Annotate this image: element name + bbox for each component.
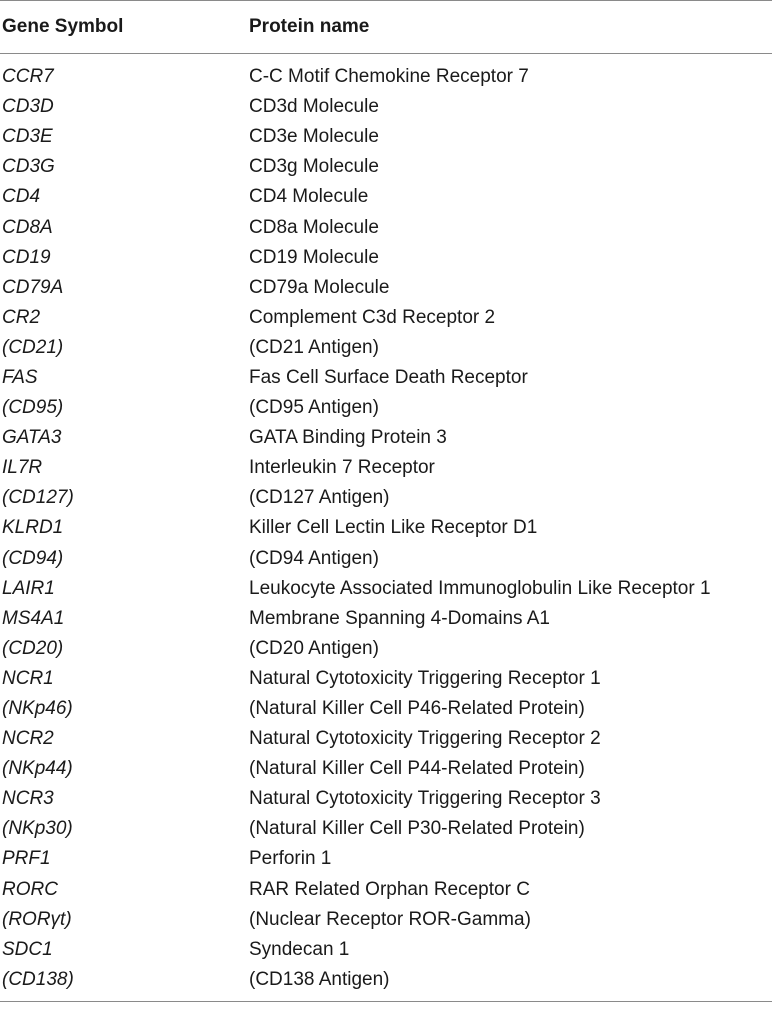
protein-name-cell: (CD20 Antigen): [249, 637, 379, 659]
gene-symbol-cell: CD4: [2, 186, 41, 208]
table-row: [0, 62, 772, 92]
protein-name-cell: Natural Cytotoxicity Triggering Receptor 1: [249, 667, 601, 689]
protein-name-cell: CD4 Molecule: [249, 186, 369, 208]
protein-name-cell: CD19 Molecule: [249, 246, 379, 268]
protein-name-cell: CD3d Molecule: [249, 96, 379, 118]
gene-symbol-cell: (CD21): [2, 336, 64, 358]
protein-name-cell: Natural Cytotoxicity Triggering Receptor 2: [249, 728, 601, 750]
gene-symbol-cell: CCR7: [2, 66, 54, 88]
table-row: [0, 182, 772, 212]
table-row: [0, 694, 772, 724]
table-row: [0, 544, 772, 574]
gene-symbol-cell: KLRD1: [2, 517, 64, 539]
table-row: [0, 935, 772, 965]
gene-symbol-cell: (NKp30): [2, 818, 73, 840]
gene-symbol-cell: (CD138): [2, 968, 74, 990]
table-row: [0, 393, 772, 423]
gene-symbol-cell: CD3G: [2, 156, 55, 178]
table-row: [0, 634, 772, 664]
table-row: [0, 513, 772, 543]
protein-name-cell: Perforin 1: [249, 848, 332, 870]
gene-symbol-cell: CD19: [2, 246, 51, 268]
protein-name-cell: Membrane Spanning 4-Domains A1: [249, 607, 551, 629]
table-row: [0, 92, 772, 122]
table-row: [0, 333, 772, 363]
protein-name-cell: (CD95 Antigen): [249, 397, 379, 419]
protein-name-cell: GATA Binding Protein 3: [249, 427, 447, 449]
protein-name-cell: Complement C3d Receptor 2: [249, 306, 496, 328]
protein-name-cell: (Natural Killer Cell P30-Related Protein): [249, 818, 585, 840]
protein-name-cell: Fas Cell Surface Death Receptor: [249, 366, 528, 388]
protein-name-cell: Leukocyte Associated Immunoglobulin Like Receptor 1: [249, 577, 711, 599]
table-bottom-rule: [0, 1001, 772, 1002]
table-row: [0, 243, 772, 273]
table-row: [0, 784, 772, 814]
gene-symbol-cell: FAS: [2, 366, 38, 388]
table-row: [0, 875, 772, 905]
table-row: [0, 844, 772, 874]
header-protein-name: Protein name: [249, 16, 370, 37]
protein-name-cell: CD3e Molecule: [249, 126, 379, 148]
gene-symbol-cell: NCR3: [2, 788, 54, 810]
header-gene-symbol: Gene Symbol: [2, 16, 124, 37]
gene-symbol-cell: PRF1: [2, 848, 51, 870]
table-row: [0, 273, 772, 303]
protein-name-cell: Killer Cell Lectin Like Receptor D1: [249, 517, 538, 539]
gene-symbol-cell: LAIR1: [2, 577, 55, 599]
protein-name-cell: Interleukin 7 Receptor: [249, 457, 435, 479]
protein-name-cell: RAR Related Orphan Receptor C: [249, 878, 530, 900]
table-row: [0, 604, 772, 634]
gene-symbol-cell: CD8A: [2, 216, 53, 238]
protein-name-cell: Natural Cytotoxicity Triggering Receptor 3: [249, 788, 601, 810]
gene-symbol-cell: (NKp46): [2, 698, 73, 720]
table-row: [0, 754, 772, 784]
gene-symbol-cell: GATA3: [2, 427, 62, 449]
table-row: [0, 363, 772, 393]
protein-name-cell: (CD94 Antigen): [249, 547, 379, 569]
table-row: [0, 724, 772, 754]
gene-symbol-cell: CD3D: [2, 96, 54, 118]
gene-symbol-cell: (RORγt): [2, 908, 72, 930]
protein-name-cell: (Natural Killer Cell P44-Related Protein): [249, 758, 585, 780]
table-row: [0, 483, 772, 513]
gene-symbol-cell: (CD127): [2, 487, 74, 509]
gene-symbol-cell: NCR1: [2, 667, 54, 689]
table-row: [0, 905, 772, 935]
gene-symbol-cell: CR2: [2, 306, 41, 328]
gene-symbol-cell: SDC1: [2, 938, 53, 960]
table-row: [0, 574, 772, 604]
gene-symbol-cell: RORC: [2, 878, 58, 900]
gene-symbol-cell: (NKp44): [2, 758, 73, 780]
table-row: [0, 453, 772, 483]
table-row: [0, 664, 772, 694]
gene-symbol-cell: CD3E: [2, 126, 53, 148]
gene-symbol-cell: CD79A: [2, 276, 64, 298]
gene-symbol-cell: (CD20): [2, 637, 64, 659]
table-row: [0, 152, 772, 182]
protein-name-cell: (Nuclear Receptor ROR-Gamma): [249, 908, 531, 930]
protein-name-cell: (CD21 Antigen): [249, 336, 379, 358]
table-row: [0, 303, 772, 333]
protein-name-cell: (CD127 Antigen): [249, 487, 390, 509]
table-row: [0, 814, 772, 844]
protein-name-cell: (Natural Killer Cell P46-Related Protein): [249, 698, 585, 720]
table-row: [0, 423, 772, 453]
table-row: [0, 122, 772, 152]
gene-symbol-cell: MS4A1: [2, 607, 65, 629]
table-header-row: [0, 1, 772, 53]
protein-name-cell: CD79a Molecule: [249, 276, 390, 298]
table-row: [0, 212, 772, 242]
protein-name-cell: C-C Motif Chemokine Receptor 7: [249, 66, 529, 88]
gene-symbol-cell: NCR2: [2, 728, 54, 750]
protein-name-cell: (CD138 Antigen): [249, 968, 390, 990]
gene-symbol-cell: (CD94): [2, 547, 64, 569]
gene-symbol-cell: IL7R: [2, 457, 43, 479]
table-body: [0, 54, 772, 1001]
protein-name-cell: CD3g Molecule: [249, 156, 379, 178]
gene-symbol-cell: (CD95): [2, 397, 64, 419]
protein-name-cell: CD8a Molecule: [249, 216, 379, 238]
protein-name-cell: Syndecan 1: [249, 938, 350, 960]
table-row: [0, 965, 772, 995]
